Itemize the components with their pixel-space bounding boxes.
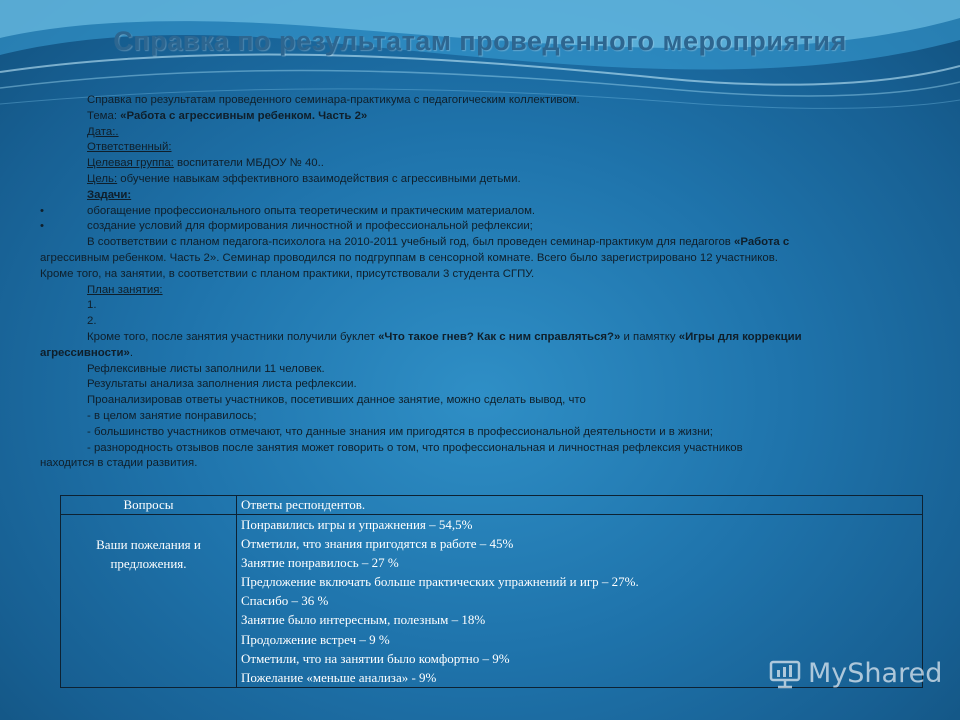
plan-item: 2.: [87, 315, 97, 328]
target-group-value: воспитатели МБДОУ № 40..: [173, 157, 324, 170]
question-cell: Ваши пожелания и предложения.: [61, 515, 237, 688]
answer-item: Отметили, что на занятии было комфортно – 9%: [241, 650, 510, 666]
paragraph-text: и памятку: [620, 330, 679, 343]
paragraph-text: Кроме того, после занятия участники получили буклет: [87, 330, 379, 343]
topic-line: [40, 109, 920, 125]
task-text: обогащение профессионального опыта теоретическим и практическим материалом.: [87, 204, 536, 217]
header-questions: Вопросы: [61, 496, 237, 515]
bullet-icon: •: [40, 204, 44, 217]
header-answers: Ответы респондентов.: [237, 496, 923, 515]
paragraph-line: Кроме того, на занятии, в соответствии с планом практики, присутствовали 3 студента СГПУ.: [40, 267, 535, 280]
answer-item: Спасибо – 36 %: [241, 593, 329, 609]
result-line: Проанализировав ответы участников, посетивших данное занятие, можно сделать вывод, что: [87, 394, 586, 407]
answer-item: Понравились игры и упражнения – 54,5%: [241, 517, 473, 532]
paragraph-line: [40, 251, 920, 267]
paragraph-line: [40, 235, 920, 251]
goal-line: [40, 172, 920, 188]
tasks-heading: Задачи:: [87, 188, 132, 201]
task-bullet: [40, 204, 920, 220]
answer-item: Продолжение встреч – 9 %: [241, 631, 390, 647]
target-group-label: Целевая группа:: [87, 157, 174, 170]
presentation-icon: [768, 656, 802, 690]
date-line: Дата:.: [87, 125, 119, 138]
booklet-title: «Что такое гнев? Как с ним справляться?»: [378, 330, 621, 343]
slide-title: Справка по результатам проведенного мероприятия: [113, 26, 847, 56]
plan-heading: План занятия:: [87, 283, 163, 296]
responsible-line: Ответственный:: [87, 141, 172, 154]
paragraph-text: В соответствии с планом педагога-психолога на 2010-2011 учебный год, был проведен семинар-практикум для педагогов: [87, 236, 735, 249]
topic-value: «Работа с агрессивным ребенком. Часть 2»: [120, 109, 368, 122]
bullet-icon: •: [40, 220, 44, 233]
result-line: - в целом занятие понравилось;: [87, 409, 257, 422]
report-text: [40, 93, 920, 472]
result-line: находится в стадии развития.: [40, 457, 198, 470]
answer-item: Пожелание «меньше анализа» - 9%: [241, 669, 437, 685]
seminar-title: «Работа с: [734, 236, 790, 249]
result-line: Результаты анализа заполнения листа рефлексии.: [87, 378, 357, 391]
watermark: [768, 656, 942, 690]
report-line: Справка по результатам проведенного семинара-практикума с педагогическим коллективом.: [87, 94, 580, 106]
result-line: Рефлексивные листы заполнили 11 человек.: [87, 362, 325, 375]
target-group-line: [40, 156, 920, 172]
result-line: - большинство участников отмечают, что данные знания им пригодятся в профессиональной деятельности и в жизни;: [87, 425, 713, 438]
goal-label: Цель:: [87, 172, 118, 185]
result-line: - разнородность отзывов после занятия может говорить о том, что профессиональная и личностная рефлексия участников: [87, 441, 743, 454]
paragraph-text: . Семинар проводился по подгруппам в сенсорной комнате. Всего было зарегистрировано 12 участников.: [216, 251, 778, 264]
paragraph-line: [40, 346, 920, 362]
topic-label: Тема:: [87, 109, 121, 122]
table-header-row: [61, 496, 923, 515]
paragraph-text: .: [129, 346, 134, 359]
memo-title: агрессивности»: [40, 346, 130, 359]
task-bullet: [40, 219, 920, 235]
paragraph-line: [40, 330, 920, 346]
seminar-title: агрессивным ребенком. Часть 2»: [40, 251, 217, 264]
task-text: создание условий для формирования личностной и профессиональной рефлексии;: [87, 220, 533, 233]
goal-value: обучение навыкам эффективного взаимодействия с агрессивными детьми.: [117, 172, 521, 185]
answer-item: Занятие понравилось – 27 %: [241, 555, 399, 571]
answer-item: Занятие было интересным, полезным – 18%: [241, 612, 486, 628]
plan-item: 1.: [87, 299, 97, 312]
memo-title: «Игры для коррекции: [678, 330, 802, 343]
answer-item: Отметили, что знания пригодятся в работе – 45%: [241, 536, 514, 552]
answer-item: Предложение включать больше практических упражнений и игр – 27%.: [241, 574, 639, 590]
watermark-text: MyShared: [808, 657, 943, 689]
